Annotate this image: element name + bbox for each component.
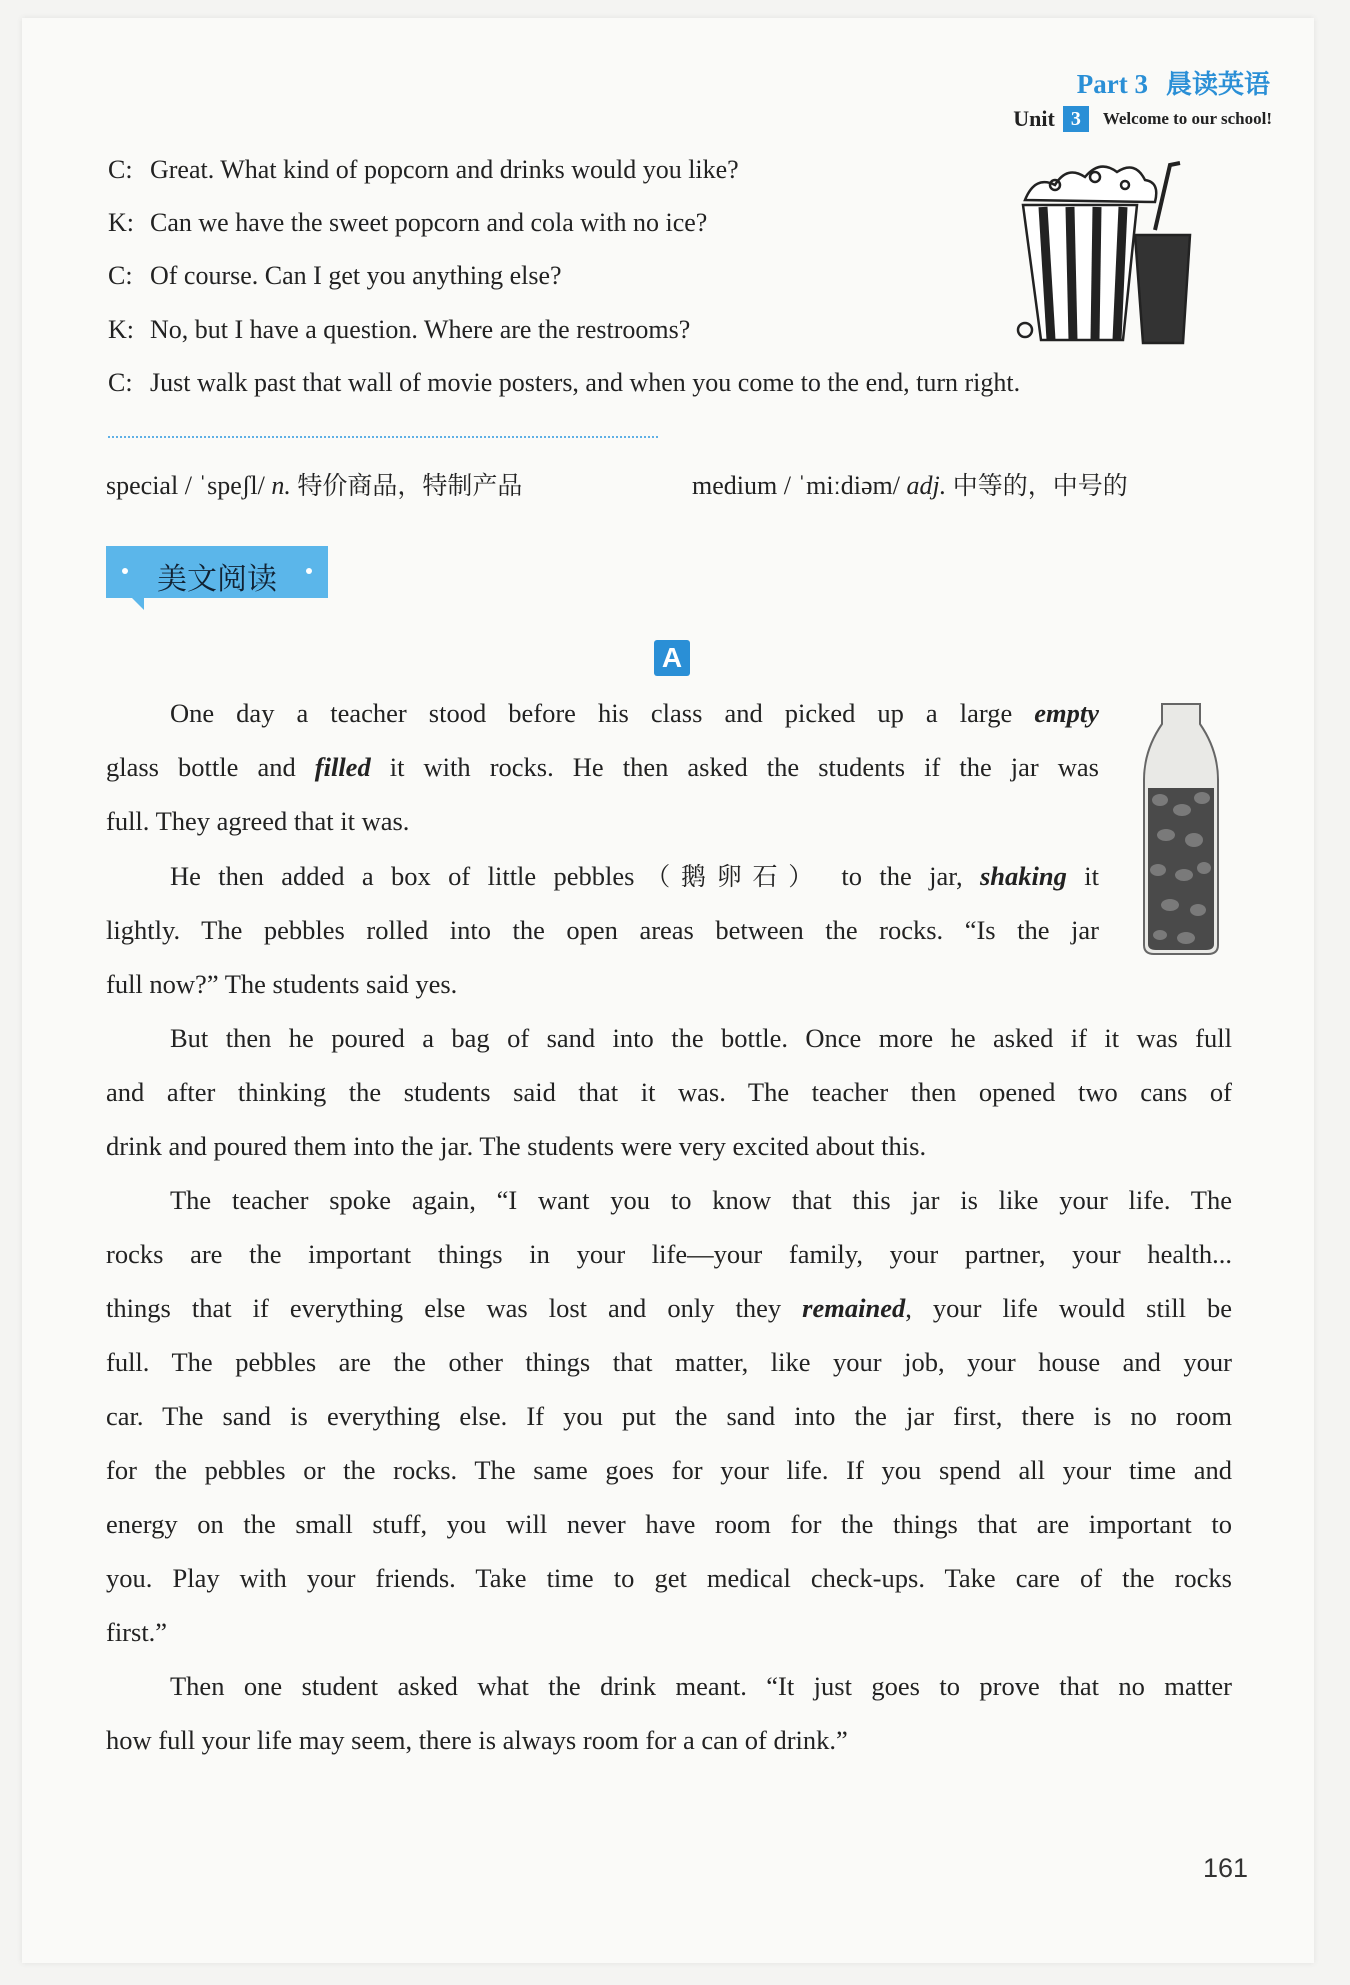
part-heading (1077, 64, 1270, 101)
key-word: remained (802, 1293, 906, 1323)
dialogue-line (108, 261, 562, 291)
passage-line: and after thinking the students said that it was. The teacher then opened two cans of (106, 1077, 1232, 1107)
vocab-meaning: 中等的，中号的 (952, 471, 1128, 500)
passage-line: But then he poured a bag of sand into the bottle. Once more he asked if it was full (170, 1023, 1232, 1053)
vocab-pos: adj. (906, 471, 947, 500)
passage-line: first.” (106, 1617, 168, 1647)
vocab-word: special (106, 471, 179, 500)
dialogue-line (108, 368, 1020, 398)
vocab-meaning: 特价商品，特制产品 (297, 471, 523, 500)
dialogue-line (108, 208, 707, 238)
passage-line: full. The pebbles are the other things that matter, like your job, your house and your (106, 1347, 1232, 1377)
vocab-word: medium (692, 471, 778, 500)
passage-line: One day a teacher stood before his class and picked up a large empty (170, 698, 1099, 728)
tag-tail-icon (132, 598, 144, 610)
divider-dotted (108, 436, 658, 438)
vocab-pos: n. (271, 471, 291, 500)
passage-line: how full your life may seem, there is always room for a can of drink.” (106, 1725, 848, 1755)
passage-line: drink and poured them into the jar. The students were very excited about this. (106, 1131, 927, 1161)
dialogue-text: Can we have the sweet popcorn and cola with no ice? (150, 208, 708, 237)
popcorn-and-cola-icon (1015, 155, 1235, 355)
passage-line: lightly. The pebbles rolled into the open areas between the rocks. “Is the jar (106, 915, 1099, 945)
dialogue-line (108, 315, 690, 345)
passage-line: you. Play with your friends. Take time to get medical check-ups. Take care of the rocks (106, 1563, 1232, 1593)
speaker: C: (108, 261, 133, 290)
passage-line: Then one student asked what the drink meant. “It just goes to prove that no matter (170, 1671, 1232, 1701)
dialogue-line (108, 155, 739, 185)
dialogue-text: Great. What kind of popcorn and drinks would you like? (150, 155, 739, 184)
speaker: C: (108, 155, 133, 184)
part-label: Part 3 (1076, 69, 1148, 99)
passage-line: energy on the small stuff, you will never have room for the things that are important to (106, 1509, 1232, 1539)
dialogue-text: Just walk past that wall of movie posters, and when you come to the end, turn right. (150, 368, 1021, 397)
passage-line: car. The sand is everything else. If you put the sand into the jar first, there is no room (106, 1401, 1232, 1431)
unit-number-badge: 3 (1063, 106, 1089, 132)
speaker: K: (108, 208, 134, 237)
section-tag (106, 546, 328, 598)
key-word: filled (314, 752, 371, 782)
passage-line: He then added a box of little pebbles（鹅卵石） to the jar, shaking it (170, 861, 1099, 891)
speaker: C: (108, 368, 133, 397)
key-word: empty (1034, 698, 1099, 728)
passage-letter-badge: A (654, 640, 690, 676)
passage-line: full. They agreed that it was. (106, 806, 410, 836)
passage-line: full now?” The students said yes. (106, 969, 458, 999)
passage-line: rocks are the important things in your life—your family, your partner, your health... (106, 1239, 1232, 1269)
dialogue-text: No, but I have a question. Where are the restrooms? (150, 315, 691, 344)
page-number: 161 (1202, 1853, 1248, 1883)
vocab-entry (106, 470, 522, 502)
part-title-cn: 晨读英语 (1165, 70, 1270, 100)
vocab-phonetic: / ˈmiːdiəm/ (783, 471, 900, 500)
passage-line: things that if everything else was lost and only they remained, your life would still be (106, 1293, 1232, 1323)
unit-label: Unit (1013, 106, 1055, 131)
key-word: shaking (979, 861, 1067, 891)
passage-line: The teacher spoke again, “I want you to know that this jar is like your life. The (170, 1185, 1232, 1215)
vocab-phonetic: / ˈspeʃl/ (184, 471, 265, 500)
speaker: K: (108, 315, 134, 344)
passage-line: for the pebbles or the rocks. The same goes for your life. If you spend all your time and (106, 1455, 1232, 1485)
passage-line: glass bottle and filled it with rocks. He then asked the students if the jar was (106, 752, 1099, 782)
dot-icon (306, 568, 312, 574)
unit-title: Welcome to our school! (1102, 109, 1272, 128)
unit-heading (1013, 106, 1272, 132)
vocab-entry (692, 470, 1128, 502)
pebble-jar-icon (1140, 700, 1222, 958)
dialogue-text: Of course. Can I get you anything else? (150, 261, 562, 290)
section-title: 美文阅读 (157, 562, 277, 597)
